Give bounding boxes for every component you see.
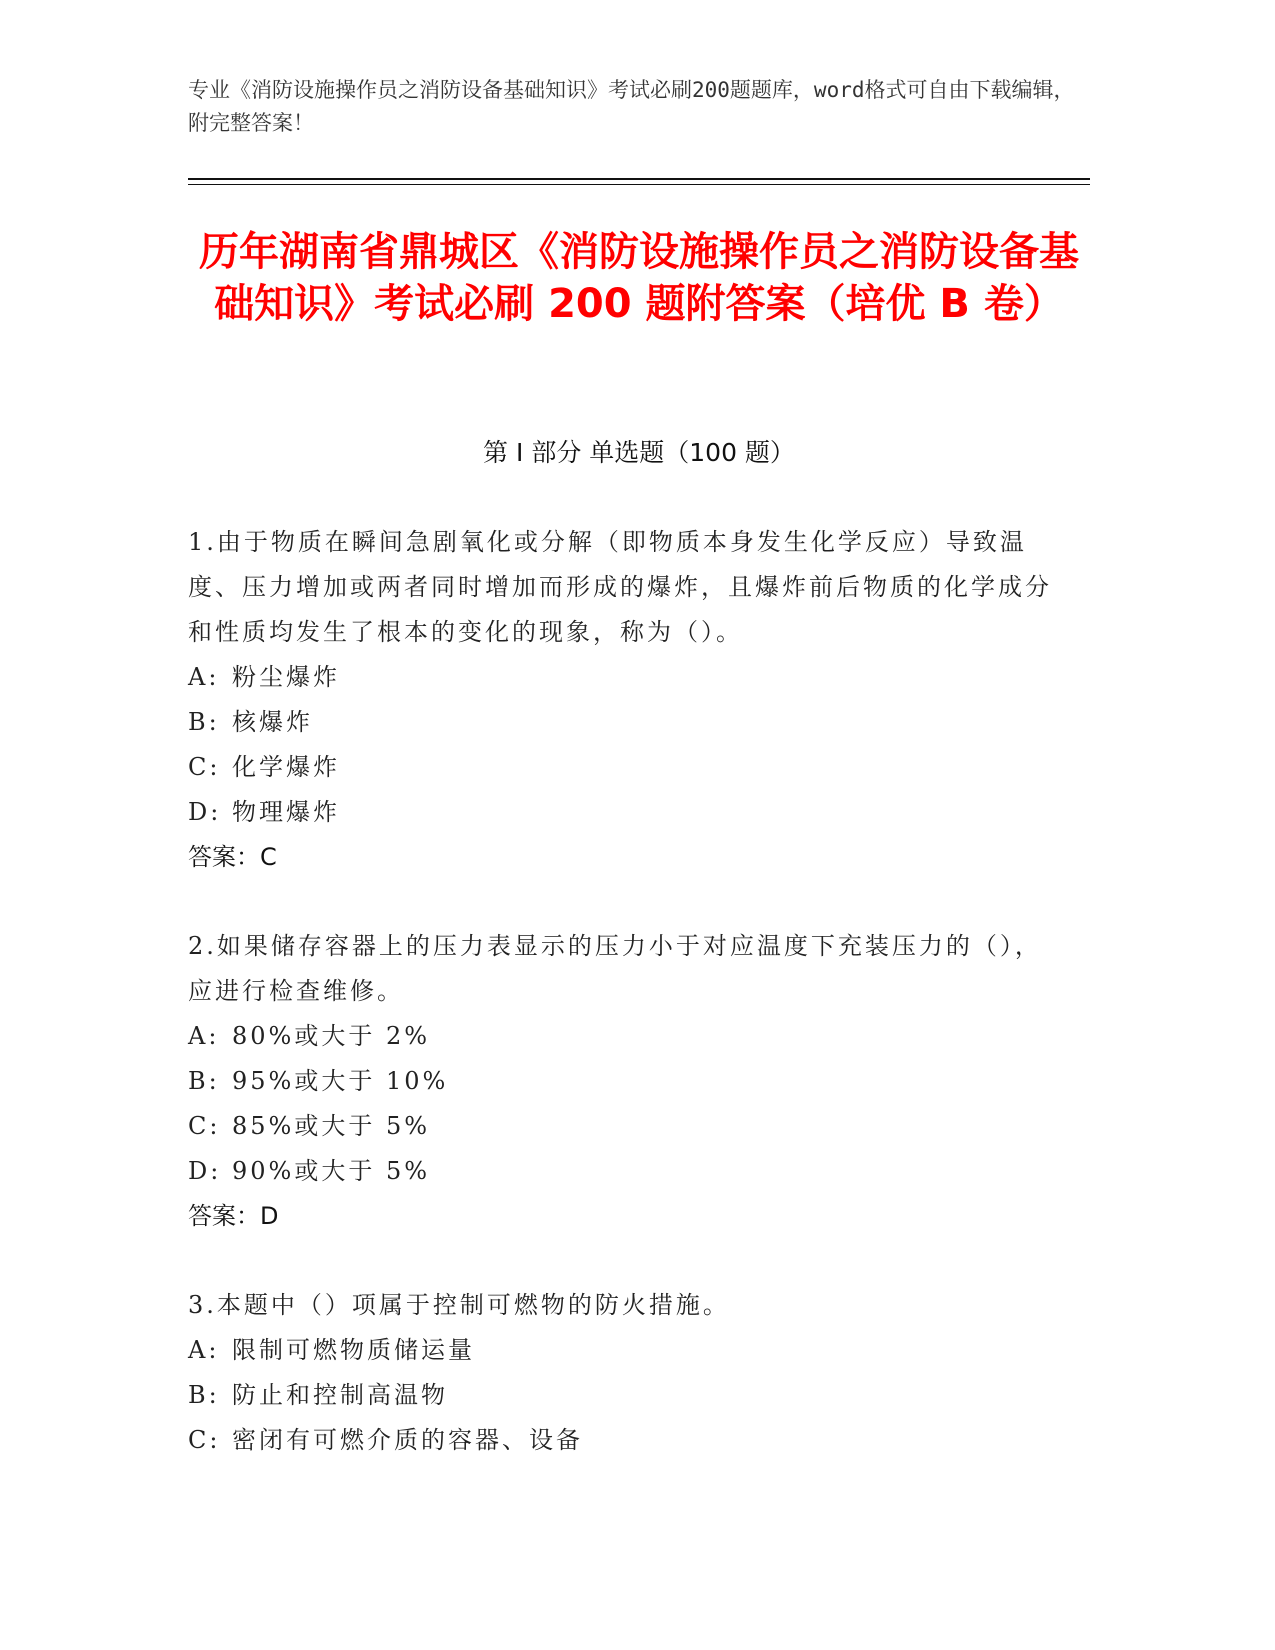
option-text: 密闭有可燃介质的容器、设备 xyxy=(232,1426,583,1454)
option-text: 80%或大于 2% xyxy=(232,1022,431,1050)
question-number: 1. xyxy=(188,528,217,556)
question-3 xyxy=(188,1283,1068,1463)
document-title: 历年湖南省鼎城区《消防设施操作员之消防设备基础知识》考试必刷 200 题附答案（培优 B 卷） xyxy=(199,229,1079,327)
option-a xyxy=(188,1328,1068,1373)
answer-line: 答案：D xyxy=(188,1202,279,1230)
option-text: 90%或大于 5% xyxy=(232,1157,431,1185)
option-key: A: xyxy=(188,1336,220,1364)
option-text: 85%或大于 5% xyxy=(232,1112,431,1140)
option-text: 粉尘爆炸 xyxy=(232,663,340,691)
option-text: 化学爆炸 xyxy=(232,753,340,781)
option-d xyxy=(188,1149,1068,1194)
option-a xyxy=(188,1014,1068,1059)
question-stem xyxy=(188,520,1068,655)
option-key: B: xyxy=(188,708,220,736)
question-text: 如果储存容器上的压力表显示的压力小于对应温度下充装压力的（），应进行检查维修。 xyxy=(188,932,1042,1005)
question-stem xyxy=(188,1283,1068,1328)
option-d xyxy=(188,790,1068,835)
option-key: C: xyxy=(188,753,221,781)
option-b xyxy=(188,1059,1068,1104)
option-text: 限制可燃物质储运量 xyxy=(232,1336,475,1364)
option-text: 物理爆炸 xyxy=(232,798,340,826)
option-c xyxy=(188,1418,1068,1463)
option-text: 95%或大于 10% xyxy=(232,1067,449,1095)
header-divider-thick xyxy=(188,178,1090,180)
option-key: C: xyxy=(188,1112,221,1140)
question-list xyxy=(188,520,1068,1507)
question-1 xyxy=(188,520,1068,880)
option-a xyxy=(188,655,1068,700)
option-text: 核爆炸 xyxy=(232,708,313,736)
question-2 xyxy=(188,924,1068,1239)
option-key: B: xyxy=(188,1381,220,1409)
question-text: 由于物质在瞬间急剧氧化或分解（即物质本身发生化学反应）导致温度、压力增加或两者同时增加而形成的爆炸，且爆炸前后物质的化学成分和性质均发生了根本的变化的现象，称为（）。 xyxy=(188,528,1052,646)
option-b xyxy=(188,700,1068,745)
option-key: D: xyxy=(188,798,222,826)
question-stem xyxy=(188,924,1068,1014)
option-key: B: xyxy=(188,1067,220,1095)
question-text: 本题中（）项属于控制可燃物的防火措施。 xyxy=(216,1291,730,1319)
option-key: A: xyxy=(188,663,220,691)
question-number: 3. xyxy=(188,1291,217,1319)
answer-line: 答案：C xyxy=(188,843,277,871)
header-note: 专业《消防设施操作员之消防设备基础知识》考试必刷200题题库，word格式可自由下载编辑，附完整答案！ xyxy=(188,78,1075,135)
option-key: D: xyxy=(188,1157,222,1185)
option-c xyxy=(188,745,1068,790)
option-c xyxy=(188,1104,1068,1149)
section-title: 第 I 部分 单选题（100 题） xyxy=(483,438,795,467)
option-key: A: xyxy=(188,1022,220,1050)
option-text: 防止和控制高温物 xyxy=(232,1381,448,1409)
option-key: C: xyxy=(188,1426,221,1454)
option-b xyxy=(188,1373,1068,1418)
header-divider-thin xyxy=(188,184,1090,185)
question-number: 2. xyxy=(188,932,217,960)
